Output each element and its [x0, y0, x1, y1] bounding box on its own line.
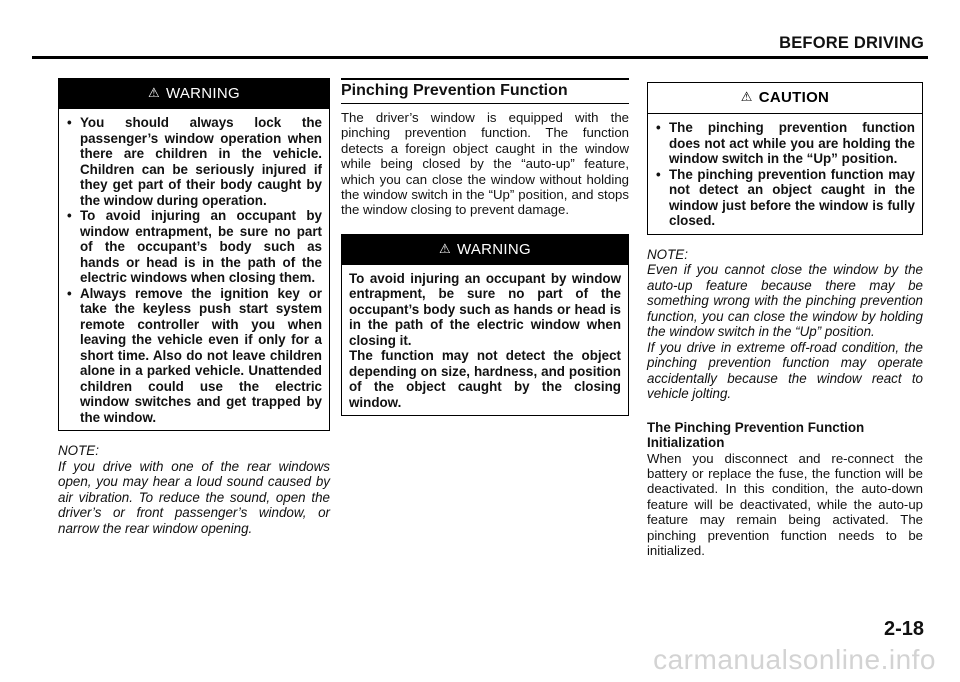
note-text: Even if you cannot close the window by the auto-up feature because there may be something wrong with the pinching prevention function, you can close the window by holding the window switch in the “Up” position.	[647, 262, 923, 339]
section-title: Pinching Prevention Function	[341, 82, 568, 99]
page-header	[32, 30, 928, 62]
caution-label: CAUTION	[758, 89, 830, 106]
list-item: • The pinching prevention function may not detect an object caught in the window just before the window is fully closed.	[656, 166, 915, 228]
note-right	[647, 247, 923, 402]
list-item: • To avoid injuring an occupant by window entrapment, be sure no part of the occupant’s body such as hands or head is in the path of the electric windows when closing them.	[67, 208, 322, 285]
note-label: NOTE:	[58, 443, 99, 458]
left-column	[58, 78, 330, 536]
list-item: • You should always lock the passenger’s window operation when there are children in the vehicle. Children can be seriously injured if they get part of their body caught by the window during operation.	[67, 115, 322, 208]
note-left	[58, 443, 330, 536]
subsection-title: The Pinching Prevention Function Initialization	[647, 419, 865, 450]
warning-triangle-icon: ⚠	[438, 240, 451, 256]
intro-paragraph: The driver’s window is equipped with the pinching prevention function. The function detects a foreign object caught in the window while being closed by the “auto-up” feature, which you can close the window without holding the window switch in the “Up” position, and stops the window closing to prevent damage.	[341, 110, 629, 218]
caution-list	[655, 120, 915, 229]
section-title-bar	[341, 78, 629, 104]
warning-list	[66, 115, 322, 425]
caution-box	[647, 82, 923, 235]
warning-header	[59, 79, 329, 109]
warning-label: WARNING	[456, 240, 531, 258]
watermark: carmanualsonline.info	[653, 644, 936, 675]
caution-header	[648, 83, 922, 114]
list-item: • The pinching prevention function does not act while you are holding the window switch in the “Up” position.	[656, 120, 915, 166]
warning-label: WARNING	[165, 85, 240, 102]
note-text: If you drive with one of the rear windows open, you may hear a loud sound caused by air vibration. To reduce the sound, open the driver’s or front passenger’s window, or narrow the rear window opening.	[58, 458, 330, 536]
note-text: If you drive in extreme off-road condition, the pinching prevention function may operate accidentally because the window react to vehicle jolting.	[647, 339, 923, 401]
init-paragraph: When you disconnect and re-connect the battery or replace the fuse, the function will be deactivated. In this condition, the auto-down feature will be deactivated, while the auto-up feature may remain being activated. The pinching prevention function needs to be initialized.	[647, 450, 923, 558]
warning-box-left	[58, 78, 330, 431]
warning-paragraph: The function may not detect the object depending on size, hardness, and position of the object caught by the closing window.	[349, 348, 621, 410]
note-label: NOTE:	[647, 246, 688, 262]
warning-body	[342, 265, 628, 416]
caution-triangle-icon: ⚠	[740, 89, 753, 104]
list-item: • Always remove the ignition key or take the keyless push start system remote controller with you when leaving the vehicle even if only for a short time. Also do not leave children alone in a parked vehicle. Unattended children could use the electric window switches and get trapped by the window.	[67, 285, 322, 425]
warning-body	[59, 109, 329, 430]
middle-column	[341, 78, 629, 416]
right-column	[647, 82, 923, 558]
section-header-title: BEFORE DRIVING	[779, 34, 924, 52]
warning-header	[342, 235, 628, 265]
warning-paragraph: To avoid injuring an occupant by window entrapment, be sure no part of the occupant’s body such as hands or head is in the path of the electric window when closing it.	[349, 270, 621, 348]
page-number: 2-18	[883, 618, 924, 640]
warning-box-middle	[341, 234, 629, 417]
header-rule	[32, 56, 928, 59]
warning-triangle-icon: ⚠	[147, 85, 160, 100]
caution-body	[648, 114, 922, 234]
